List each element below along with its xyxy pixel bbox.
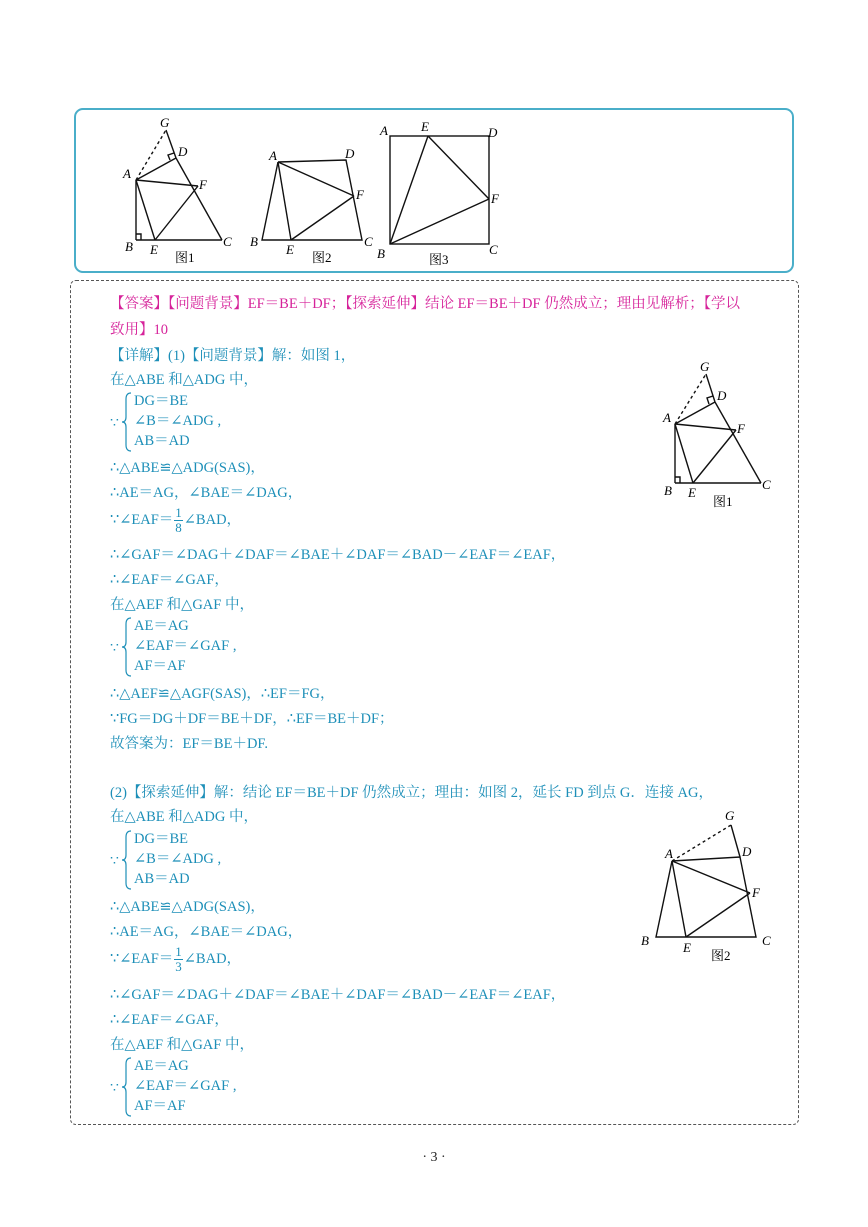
label-g: G — [160, 115, 170, 130]
label-d: D — [178, 144, 188, 159]
label-f: F — [737, 421, 745, 436]
label-e: E — [688, 485, 696, 500]
part1-line: 故答案为：EF＝BE＋DF. — [110, 736, 268, 752]
svg-text:∵: ∵ — [110, 1081, 119, 1096]
text: ∠BAD， — [183, 950, 242, 967]
label-c: C — [762, 933, 771, 948]
part1-line: ∴△ABE≌△ADG(SAS)， — [110, 460, 265, 476]
label-e: E — [683, 940, 691, 955]
numerator: 1 — [175, 944, 182, 959]
system-eq: ∠EAF＝∠GAF , — [134, 638, 237, 654]
label-c: C — [489, 242, 498, 257]
text: ∠BAD， — [183, 511, 242, 528]
part2-line: ∴AE＝AG，∠BAE＝∠DAG， — [110, 924, 303, 940]
caption-fig3: 图3 — [429, 252, 449, 267]
svg-text:∵: ∵ — [110, 416, 119, 431]
denominator: 3 — [175, 959, 182, 974]
denominator: 8 — [175, 520, 182, 535]
part2-line: 在△ABE 和△ADG 中， — [110, 809, 258, 825]
part1-fraction-line — [110, 506, 241, 535]
system-eq: AE＝AG — [134, 618, 189, 634]
label-e: E — [150, 242, 158, 257]
part1-line: ∴AE＝AG，∠BAE＝∠DAG， — [110, 485, 303, 501]
label-d: D — [717, 388, 727, 403]
part1-line: 在△ABE 和△ADG 中， — [110, 372, 258, 388]
label-g: G — [725, 808, 735, 823]
caption-fig2: 图2 — [312, 250, 332, 265]
brace-icon — [110, 616, 134, 678]
part1-line: 在△AEF 和△GAF 中， — [110, 597, 254, 613]
part1-heading: 【详解】(1)【问题背景】解：如图 1， — [110, 348, 356, 364]
system-eq: DG＝BE — [134, 831, 188, 847]
label-f: F — [752, 885, 760, 900]
system-eq: AE＝AG — [134, 1058, 189, 1074]
label-a: A — [665, 846, 673, 861]
text: ∵∠EAF＝ — [110, 511, 174, 528]
side-figure-1 — [655, 355, 785, 515]
label-a: A — [663, 410, 671, 425]
label-a: A — [269, 148, 277, 163]
label-a: A — [123, 166, 131, 181]
system-eq: ∠B＝∠ADG , — [134, 413, 222, 429]
numerator: 1 — [175, 505, 182, 520]
text: ∵∠EAF＝ — [110, 950, 174, 967]
answer-line-2: 致用】10 — [110, 322, 168, 338]
svg-text:∵: ∵ — [110, 641, 119, 656]
system-eq: AF＝AF — [134, 658, 186, 674]
label-b: B — [664, 483, 672, 498]
part1-line: ∴∠EAF＝∠GAF， — [110, 572, 229, 588]
part2-line: ∴∠EAF＝∠GAF， — [110, 1012, 229, 1028]
label-b: B — [641, 933, 649, 948]
label-e: E — [421, 119, 429, 134]
answer-line-1: 【答案】【问题背景】EF＝BE＋DF；【探索延伸】结论 EF＝BE＋DF 仍然成立；理由见解析；【学以 — [110, 296, 740, 312]
part2-line: ∴△ABE≌△ADG(SAS)， — [110, 899, 265, 915]
label-b: B — [125, 239, 133, 254]
part2-line: ∴∠GAF＝∠DAG＋∠DAF＝∠BAE＋∠DAF＝∠BAD－∠EAF＝∠EAF， — [110, 987, 566, 1003]
label-d: D — [488, 125, 498, 140]
caption-fig1: 图1 — [713, 494, 733, 509]
brace-icon — [110, 391, 134, 453]
page-number: · 3 · — [422, 1150, 446, 1165]
label-g: G — [700, 359, 710, 374]
label-c: C — [762, 477, 771, 492]
part2-fraction-line — [110, 945, 241, 974]
part1-line: ∴∠GAF＝∠DAG＋∠DAF＝∠BAE＋∠DAF＝∠BAD－∠EAF＝∠EAF， — [110, 547, 566, 563]
label-e: E — [286, 242, 294, 257]
system-eq: AF＝AF — [134, 1098, 186, 1114]
label-b: B — [250, 234, 258, 249]
label-c: C — [364, 234, 373, 249]
part2-heading: (2)【探索延伸】解：结论 EF＝BE＋DF 仍然成立；理由：如图 2，延长 FD 到点 G．连接 AG， — [110, 785, 713, 801]
label-f: F — [356, 187, 364, 202]
top-figures — [0, 0, 868, 280]
part1-line: ∵FG＝DG＋DF＝BE＋DF，∴EF＝BE＋DF； — [110, 711, 394, 727]
label-a: A — [380, 123, 388, 138]
system-eq: ∠B＝∠ADG , — [134, 851, 222, 867]
caption-fig1: 图1 — [175, 250, 195, 265]
label-b: B — [377, 246, 385, 261]
fraction — [174, 506, 183, 535]
brace-icon — [110, 1056, 134, 1118]
fraction — [174, 945, 183, 974]
system-eq: ∠EAF＝∠GAF , — [134, 1078, 237, 1094]
label-f: F — [491, 191, 499, 206]
label-c: C — [223, 234, 232, 249]
label-f: F — [199, 177, 207, 192]
system-eq: AB＝AD — [134, 433, 190, 449]
system-eq: AB＝AD — [134, 871, 190, 887]
part1-line: ∴△AEF≌△AGF(SAS)，∴EF＝FG， — [110, 686, 335, 702]
label-d: D — [742, 844, 752, 859]
brace-icon — [110, 829, 134, 891]
system-eq: DG＝BE — [134, 393, 188, 409]
figure-3 — [390, 136, 489, 244]
part2-line: 在△AEF 和△GAF 中， — [110, 1037, 254, 1053]
figure-2 — [262, 160, 362, 240]
side-figure-2 — [638, 800, 783, 970]
label-d: D — [345, 146, 355, 161]
caption-fig2: 图2 — [711, 948, 731, 963]
svg-text:∵: ∵ — [110, 854, 119, 869]
